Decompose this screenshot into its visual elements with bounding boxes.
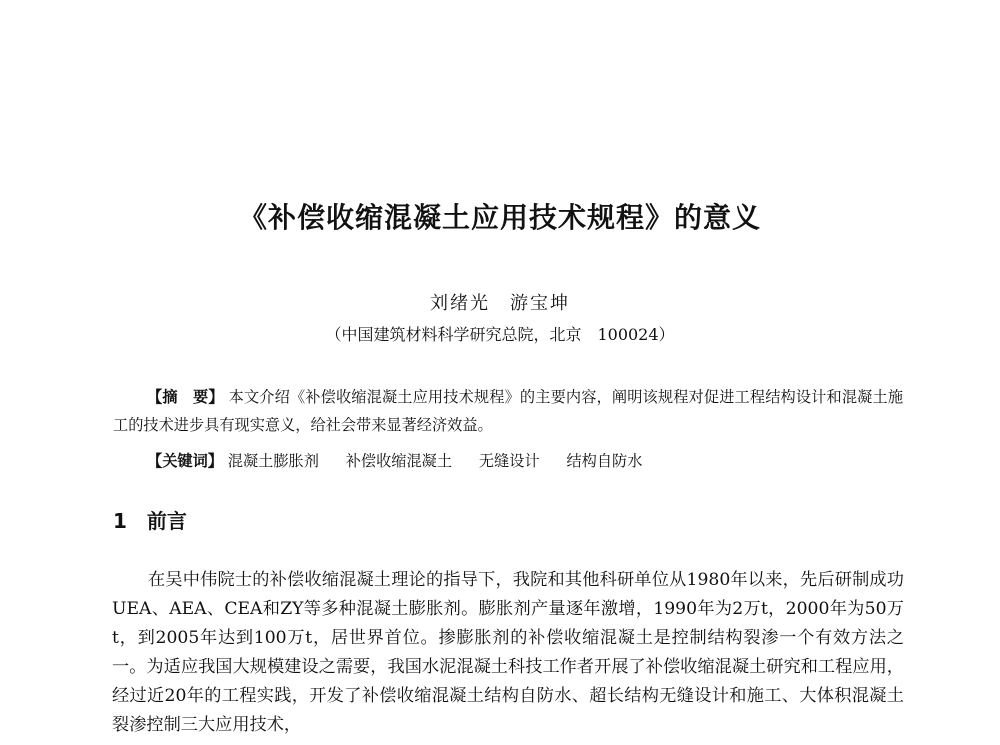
paper-title: 《补偿收缩混凝土应用技术规程》的意义 [238, 201, 761, 234]
section-title: 前言 [146, 509, 187, 533]
keywords-label: 【关键词】 [147, 452, 223, 470]
keyword: 补偿收缩混凝土 [345, 452, 453, 470]
section-heading [113, 505, 187, 534]
affiliation: （中国建筑材料科学研究总院，北京 100024） [325, 325, 675, 344]
section-number: 1 [113, 509, 127, 533]
keyword: 混凝土膨胀剂 [227, 452, 319, 470]
abstract [113, 383, 903, 439]
abstract-label: 【摘 要】 [147, 388, 224, 406]
abstract-text: 本文介绍《补偿收缩混凝土应用技术规程》的主要内容，阐明该规程对促进工程结构设计和混凝土施工的技术进步具有现实意义，给社会带来显著经济效益。 [113, 388, 904, 434]
body-paragraph: 在吴中伟院士的补偿收缩混凝土理论的指导下，我院和其他科研单位从1980年以来，先后研制成功UEA、AEA、CEA和ZY等多种混凝土膨胀剂。膨胀剂产量逐年激增，1990年为2万t，2000年为50万t，到2005年达到100万t，居世界首位。掺膨胀剂的补偿收缩混凝土是控制结构裂渗一个有效方法之一。为适应我国大规模建设之需要，我国水泥混凝土科技工作者开展了补偿收缩混凝土研究和工程应用，经过近20年的工程实践，开发了补偿收缩混凝土结构自防水、超长结构无缝设计和施工、大体积混凝土裂渗控制三大应用技术， [112, 570, 904, 735]
keywords [147, 447, 907, 475]
authors: 刘绪光 游宝坤 [430, 293, 570, 314]
keyword: 无缝设计 [478, 452, 540, 470]
keyword: 结构自防水 [566, 452, 643, 470]
